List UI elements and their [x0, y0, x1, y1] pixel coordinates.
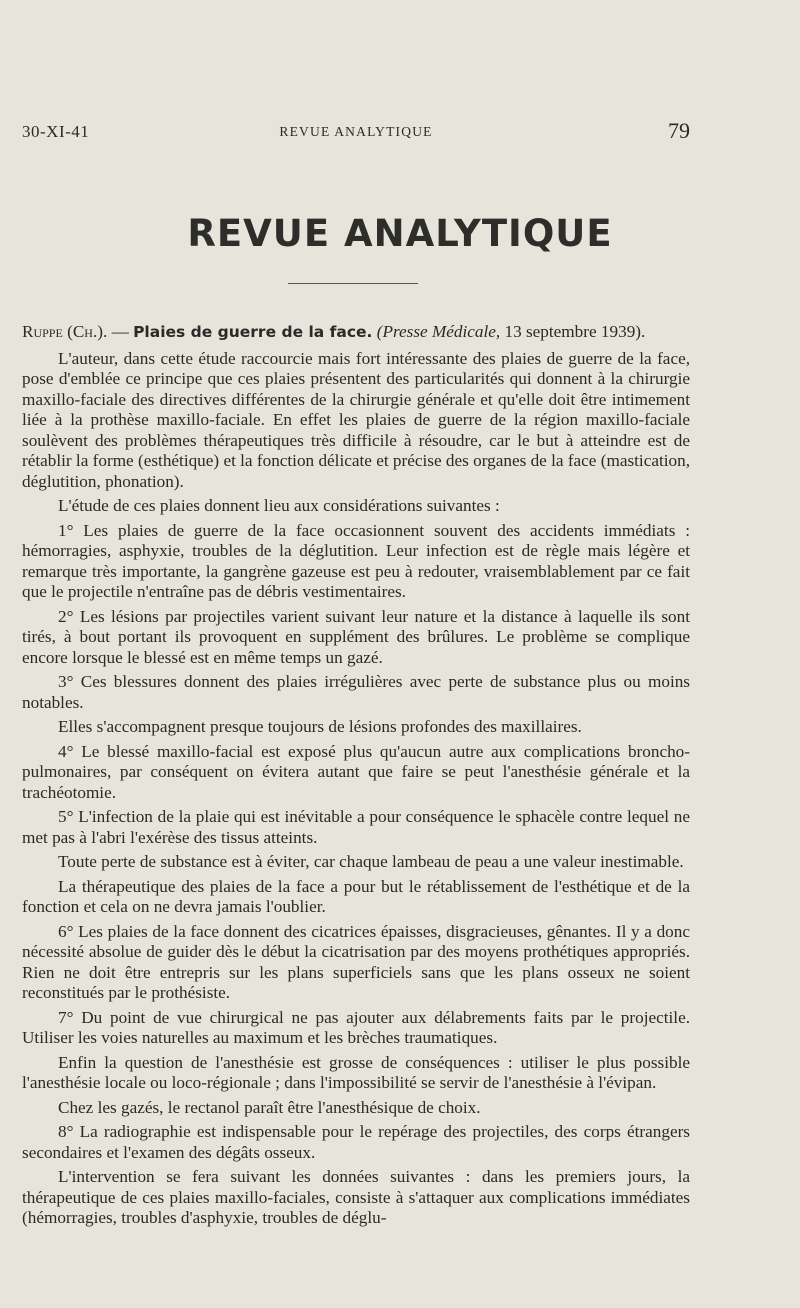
paragraph: 7° Du point de vue chirurgical ne pas ajouter aux délabrements faits par le projectile. Utiliser les voies naturelles au maximum et les brèches traumatiques. [22, 1007, 690, 1047]
header-date: 30-XI-41 [22, 122, 90, 141]
running-title: REVUE ANALYTIQUE [279, 124, 433, 139]
entry-author: Ruppe (Ch.). [22, 322, 108, 341]
paragraph: L'étude de ces plaies donnent lieu aux considérations suivantes : [58, 496, 500, 515]
paragraph: 4° Le blessé maxillo-facial est exposé plus qu'aucun autre aux complications broncho-pulmonaires, par conséquent on évitera autant que faire se peut l'anesthésie générale et la trachéotomie. [22, 741, 690, 802]
article-body [22, 322, 690, 1233]
entry-dash: — [107, 322, 134, 341]
bibliographic-entry [22, 322, 690, 343]
paragraph: 8° La radiographie est indispensable pour le repérage des projectiles, des corps étrangers secondaires et l'examen des dégâts osseux. [22, 1122, 690, 1162]
section-title: REVUE ANALYTIQUE [187, 212, 613, 255]
paragraph: 5° L'infection de la plaie qui est inévitable a pour conséquence le sphacèle contre lequel ne met pas à l'abri l'exérèse des tissus atteints. [22, 807, 690, 847]
paragraph: 2° Les lésions par projectiles varient suivant leur nature et la distance à laquelle ils sont tirés, à bout portant ils provoquent en supplément des brûlures. Le problème se complique encore lorsque le blessé est en même temps un gazé. [22, 606, 690, 667]
entry-source: (Presse Médicale, [376, 322, 501, 341]
entry-title: Plaies de guerre de la face. [133, 323, 373, 341]
paragraph: 1° Les plaies de guerre de la face occasionnent souvent des accidents immédiats : hémorragies, asphyxie, troubles de la déglutition. Leur infection est de règle mais légère et remarque très importante, la gangrène gazeuse est peu à redouter, vraisemblablement par ce fait que le projectile n'entraîne pas de débris vestimentaires. [22, 520, 690, 601]
title-rule [288, 283, 418, 284]
paragraph: Enfin la question de l'anesthésie est grosse de conséquences : utiliser le plus possible l'anesthésie locale ou loco-régionale ; dans l'impossibilité se servir de l'anesthésie à l'évipan. [22, 1052, 690, 1092]
paragraph: La thérapeutique des plaies de la face a pour but le rétablissement de l'esthétique et de la fonction et cela on ne devra jamais l'oublier. [22, 876, 690, 916]
paragraph: L'intervention se fera suivant les données suivantes : dans les premiers jours, la thérapeutique de ces plaies maxillo-faciales, consiste à s'attaquer aux complications immédiates (hémorragies, troubles d'asphyxie, troubles de déglu- [22, 1167, 690, 1227]
paragraph: 3° Ces blessures donnent des plaies irrégulières avec perte de substance plus ou moins notables. [22, 672, 690, 712]
paragraph: Elles s'accompagnent presque toujours de lésions profondes des maxillaires. [58, 717, 582, 736]
paragraph: 6° Les plaies de la face donnent des cicatrices épaisses, disgracieuses, gênantes. Il y a donc nécessité absolue de guider dès le début la cicatrisation par des moyens prothétiques appropriés. Rien ne doit être entrepris sur les plans superficiels sans que les plans osseux ne soient reconstitués par le prothésiste. [22, 921, 690, 1002]
paragraph: L'auteur, dans cette étude raccourcie mais fort intéressante des plaies de guerre de la face, pose d'emblée ce principe que ces plaies présentent des particularités qui donnent à la chirurgie maxillo-faciale des directives différentes de la chirurgie générale et qu'elle doit être intimement liée à la prothèse maxillo-faciale. En effet les plaies de guerre de la région maxillo-faciale soulèvent des problèmes thérapeutiques très difficile à résoudre, car le but à atteindre est de rétablir la forme (esthétique) et la fonction délicate et précise des organes de la face (mastication, déglutition, phonation). [22, 348, 690, 491]
entry-date: 13 septembre 1939). [500, 322, 646, 341]
paragraph: Toute perte de substance est à éviter, car chaque lambeau de peau a une valeur inestimable. [58, 852, 684, 871]
running-head [22, 118, 690, 146]
page-number: 79 [668, 118, 690, 143]
paragraph: Chez les gazés, le rectanol paraît être l'anesthésique de choix. [58, 1097, 481, 1117]
